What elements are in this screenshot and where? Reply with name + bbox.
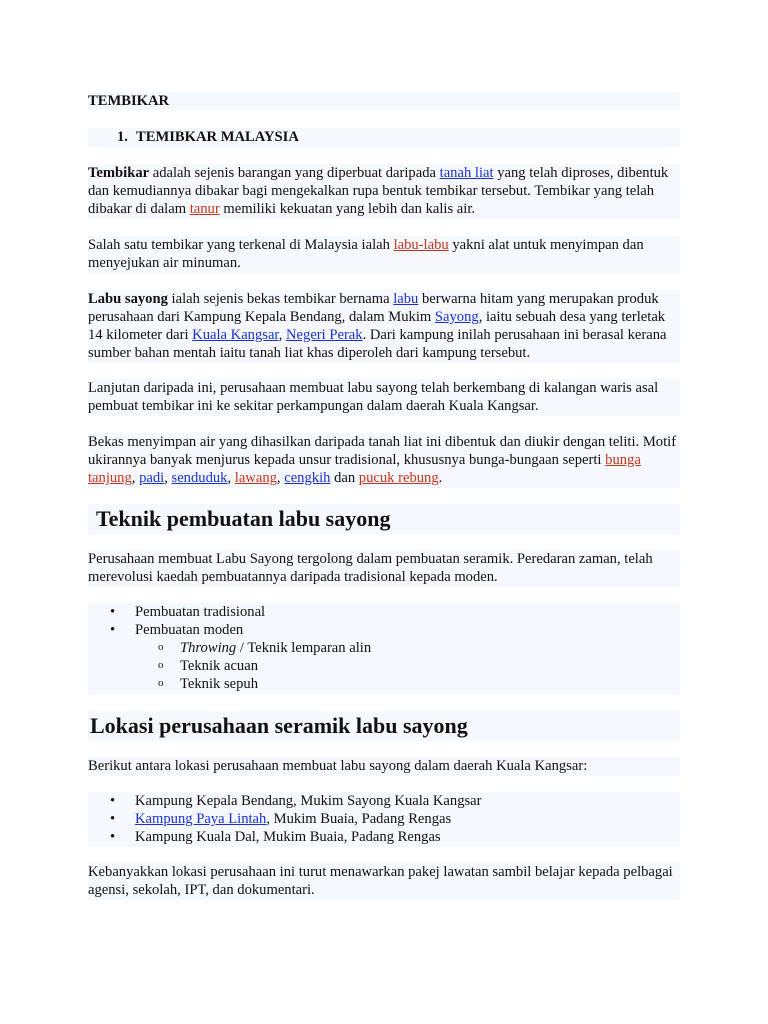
link-lawang[interactable]: lawang [234, 470, 277, 486]
text: , [164, 470, 172, 486]
list-item-text: Kampung Kuala Dal, Mukim Buaia, Padang Rengas [135, 829, 441, 845]
sublist-item [88, 639, 680, 657]
text: yang telah diproses, dibentuk dan kemudiannya dibakar bagi mengekalkan rupa bentuk tembikar tersebut. Tembikar yang telah dibakar di dalam [88, 165, 669, 217]
sublist-item [88, 675, 680, 693]
text: berwarna hitam yang merupakan produk perusahaan dari Kampung Kepala Bendang, dalam Mukim [88, 291, 659, 325]
link-padi[interactable]: padi [139, 470, 165, 486]
text: , [131, 470, 140, 486]
sublist-item-text: / Teknik lemparan alin [236, 640, 372, 656]
link-kuala-kangsar[interactable]: Kuala Kangsar [192, 327, 279, 343]
text: , [227, 470, 235, 486]
link-labu[interactable]: labu [393, 291, 419, 307]
link-kampung-paya-lintah[interactable]: Kampung Paya Lintah [135, 811, 267, 827]
link-bunga-tanjung[interactable]: bunga tanjung [88, 452, 641, 486]
text: yakni alat untuk menyimpan dan menyejukan air minuman. [88, 237, 644, 271]
list-item-text: Pembuatan tradisional [135, 604, 266, 620]
heading-lokasi-block [88, 711, 680, 741]
paragraph-perusahaan [88, 550, 680, 587]
list-item [88, 828, 680, 846]
heading-teknik-block [88, 504, 680, 534]
heading-teknik: Teknik pembuatan labu sayong [96, 506, 391, 531]
text: . Dari kampung inilah perusahaan ini berasal kerana sumber bahan mentah iaitu tanah liat khas diperoleh dari kampung tersebut. [88, 327, 667, 361]
sublist-item-text: Teknik acuan [180, 658, 258, 674]
text: Bekas menyimpan air yang dihasilkan daripada tanah liat ini dibentuk dan diukir dengan teliti. Motif ukirannya banyak menjurus kepada unsur tradisional, khususnya bunga-bungaan seperti [88, 434, 677, 468]
text: adalah sejenis barangan yang diperbuat daripada [149, 165, 440, 181]
sublist-item-text: Teknik sepuh [180, 676, 259, 692]
list-item-text: , Mukim Buaia, Padang Rengas [266, 811, 452, 827]
text: Salah satu tembikar yang terkenal di Malaysia ialah [88, 237, 394, 253]
sublist-item-italic: Throwing [180, 640, 237, 656]
paragraph-tembikar [88, 164, 680, 219]
paragraph-lanjutan-text: Lanjutan daripada ini, perusahaan membuat labu sayong telah berkembang di kalangan waris asal pembuat tembikar ini ke sekitar perkampungan dalam daerah Kuala Kangsar. [88, 380, 659, 414]
lokasi-list [88, 792, 680, 846]
text: memiliki kekuatan yang lebih dan kalis air. [219, 201, 476, 217]
list-item [88, 810, 680, 828]
list-item [88, 621, 680, 639]
text: ialah sejenis bekas tembikar bernama [167, 291, 394, 307]
term-tembikar: Tembikar [88, 165, 150, 181]
link-tanur[interactable]: tanur [189, 201, 220, 217]
paragraph-lanjutan [88, 379, 680, 416]
link-labu-labu[interactable]: labu-labu [393, 237, 449, 253]
list-item-text: Kampung Kepala Bendang, Mukim Sayong Kuala Kangsar [135, 793, 482, 809]
teknik-sublist [88, 639, 680, 693]
section-heading-block [88, 128, 680, 147]
list-item-text: Pembuatan moden [135, 622, 244, 638]
text: , iaitu sebuah desa yang terletak 14 kilometer dari [88, 309, 666, 343]
doc-title-block [88, 92, 680, 110]
doc-title: TEMBIKAR [88, 93, 170, 109]
link-tanah-liat[interactable]: tanah liat [439, 165, 494, 181]
section-title: TEMIBKAR MALAYSIA [136, 129, 299, 145]
paragraph-motif [88, 433, 680, 488]
link-senduduk[interactable]: senduduk [171, 470, 228, 486]
teknik-list-block [88, 603, 680, 694]
teknik-list [88, 603, 680, 639]
link-negeri-perak[interactable]: Negeri Perak [286, 327, 363, 343]
list-item [88, 603, 680, 621]
paragraph-labu-labu [88, 236, 680, 273]
text: , [278, 327, 286, 343]
text: . [438, 470, 443, 486]
heading-lokasi: Lokasi perusahaan seramik labu sayong [90, 713, 468, 738]
lokasi-list-block [88, 792, 680, 847]
link-sayong[interactable]: Sayong [434, 309, 479, 325]
paragraph-perusahaan-text: Perusahaan membuat Labu Sayong tergolong dalam pembuatan seramik. Peredaran zaman, telah merevolusi kaedah pembuatannya daripada tradisional kepada moden. [88, 551, 653, 585]
list-item [88, 792, 680, 810]
paragraph-kebanyakkan-text: Kebanyakkan lokasi perusahaan ini turut menawarkan pakej lawatan sambil belajar kepada pelbagai agensi, sekolah, IPT, dan dokumentari. [88, 864, 673, 898]
paragraph-kebanyakkan [88, 863, 680, 900]
paragraph-berikut [88, 757, 680, 776]
link-cengkih[interactable]: cengkih [284, 470, 331, 486]
link-pucuk-rebung[interactable]: pucuk rebung [358, 470, 439, 486]
section-number: 1. [117, 129, 128, 145]
text: , [276, 470, 285, 486]
paragraph-berikut-text: Berikut antara lokasi perusahaan membuat labu sayong dalam daerah Kuala Kangsar: [88, 758, 588, 774]
term-labu-sayong: Labu sayong [88, 291, 168, 307]
text: dan [330, 470, 359, 486]
sublist-item [88, 657, 680, 675]
paragraph-labu-sayong [88, 290, 680, 363]
